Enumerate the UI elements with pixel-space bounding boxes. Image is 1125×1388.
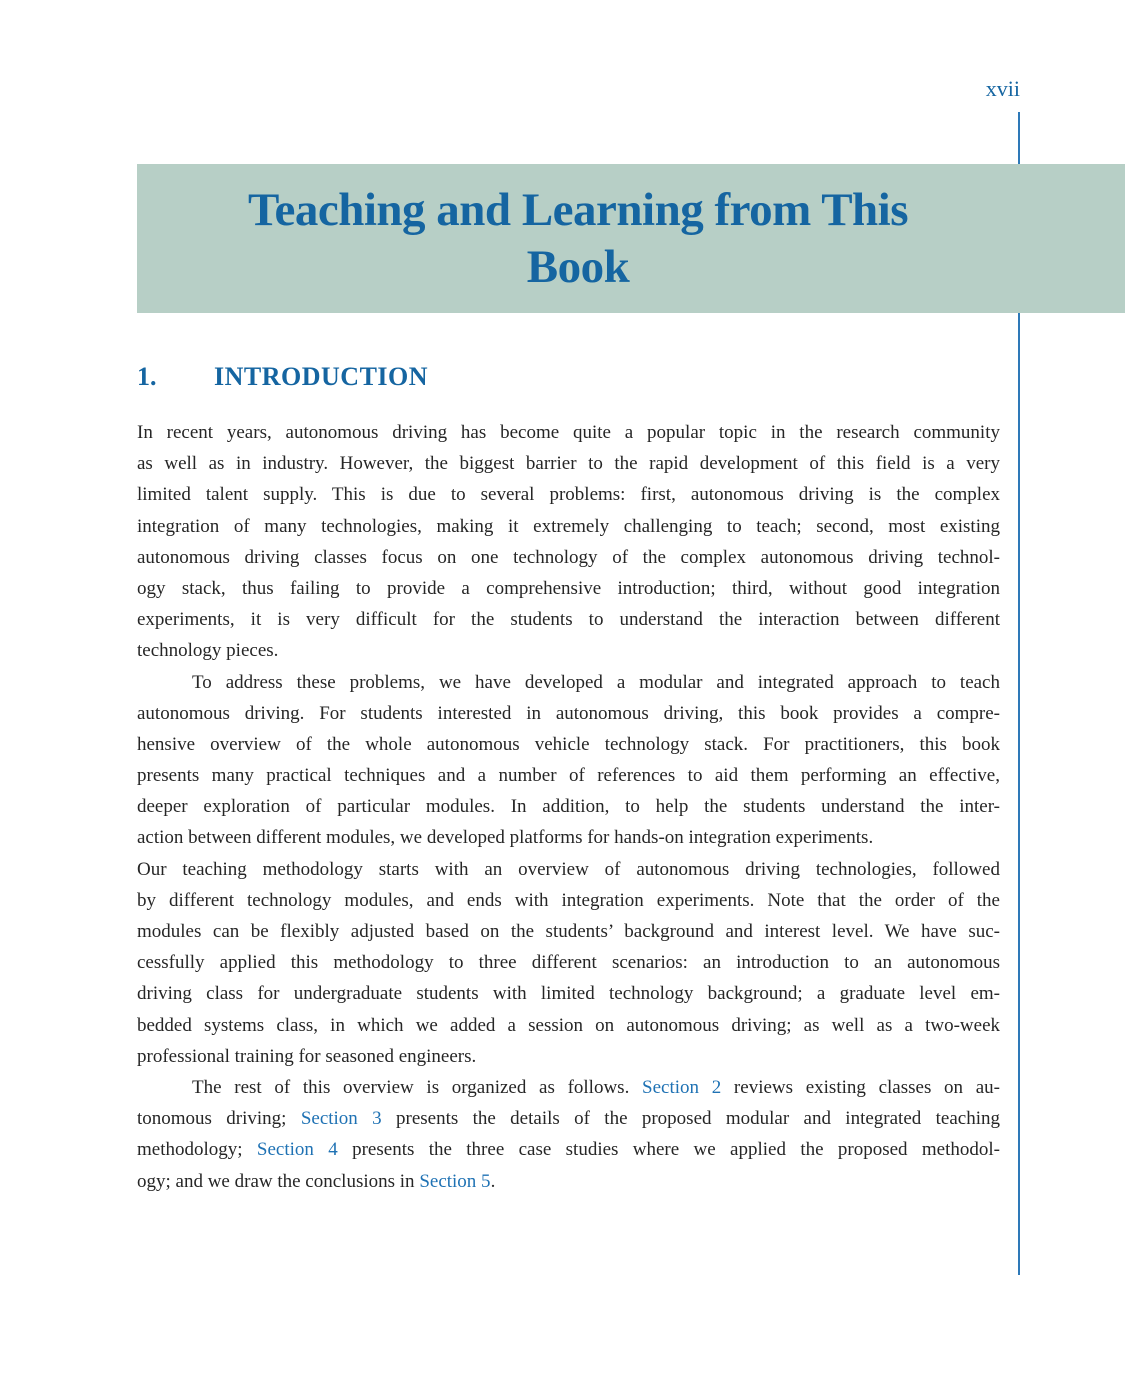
paragraph <box>137 854 1000 1072</box>
text-line: The rest of this overview is organized as follows. Section 2 reviews existing classes on au- <box>192 1076 1000 1098</box>
page-number: xvii <box>985 76 1020 101</box>
text-line: bedded systems class, in which we added a session on autonomous driving; as well as a two-week <box>137 1014 1000 1036</box>
section-number: 1. <box>137 362 157 391</box>
text-line: cessfully applied this methodology to three different scenarios: an introduction to an autonomous <box>137 952 1000 974</box>
text-line: ogy stack, thus failing to provide a comprehensive introduction; third, without good integration <box>137 577 1000 599</box>
section-link[interactable]: Section 5 <box>419 1170 491 1192</box>
text-line: by different technology modules, and ends with integration experiments. Note that the order of the <box>137 889 1000 911</box>
text-line: autonomous driving. For students interested in autonomous driving, this book provides a compre- <box>137 702 1000 724</box>
section-link[interactable]: Section 2 <box>642 1076 722 1098</box>
body-paragraphs <box>137 417 1000 1197</box>
section-link[interactable]: Section 4 <box>256 1139 338 1161</box>
text-line: methodology; Section 4 presents the three case studies where we applied the proposed methodol- <box>137 1139 1000 1161</box>
text-line: action between different modules, we developed platforms for hands-on integration experiments. <box>137 827 874 849</box>
text-line: experiments, it is very difficult for the students to understand the interaction between different <box>137 609 1000 631</box>
paragraph <box>137 417 1000 667</box>
text-line: presents many practical techniques and a number of references to aid them performing an effective, <box>137 765 1000 787</box>
banner-title-line-2: Book <box>526 240 630 293</box>
banner-title-line-1: Teaching and Learning from This <box>247 183 909 236</box>
text-line: autonomous driving classes focus on one technology of the complex autonomous driving technol- <box>137 546 1000 568</box>
chapter-banner <box>137 164 1125 313</box>
text-line: In recent years, autonomous driving has become quite a popular topic in the research community <box>137 422 1000 443</box>
section-link[interactable]: Section 3 <box>300 1108 382 1130</box>
section-heading <box>137 362 428 392</box>
text-line: Our teaching methodology starts with an overview of autonomous driving technologies, followed <box>137 858 1000 880</box>
text-line: tonomous driving; Section 3 presents the details of the proposed modular and integrated teaching <box>137 1108 1000 1130</box>
text-line: professional training for seasoned engineers. <box>137 1045 477 1067</box>
text-line: limited talent supply. This is due to several problems: first, autonomous driving is the complex <box>137 484 1000 506</box>
text-line: as well as in industry. However, the biggest barrier to the rapid development of this field is a very <box>137 453 1000 475</box>
text-line: technology pieces. <box>137 640 279 662</box>
text-line: deeper exploration of particular modules. In addition, to help the students understand the inter- <box>137 796 1000 818</box>
section-title: INTRODUCTION <box>214 362 429 391</box>
text-line: hensive overview of the whole autonomous vehicle technology stack. For practitioners, this book <box>137 733 1000 755</box>
text-line: driving class for undergraduate students with limited technology background; a graduate level em- <box>137 983 1000 1005</box>
paragraph <box>137 667 1000 854</box>
text-line: modules can be flexibly adjusted based on the students’ background and interest level. We have suc- <box>137 921 1000 942</box>
text-line: To address these problems, we have developed a modular and integrated approach to teach <box>192 671 1000 693</box>
text-line: ogy; and we draw the conclusions in Section 5. <box>137 1170 496 1192</box>
text-line: integration of many technologies, making it extremely challenging to teach; second, most existing <box>137 515 1000 537</box>
paragraph <box>137 1072 1000 1197</box>
